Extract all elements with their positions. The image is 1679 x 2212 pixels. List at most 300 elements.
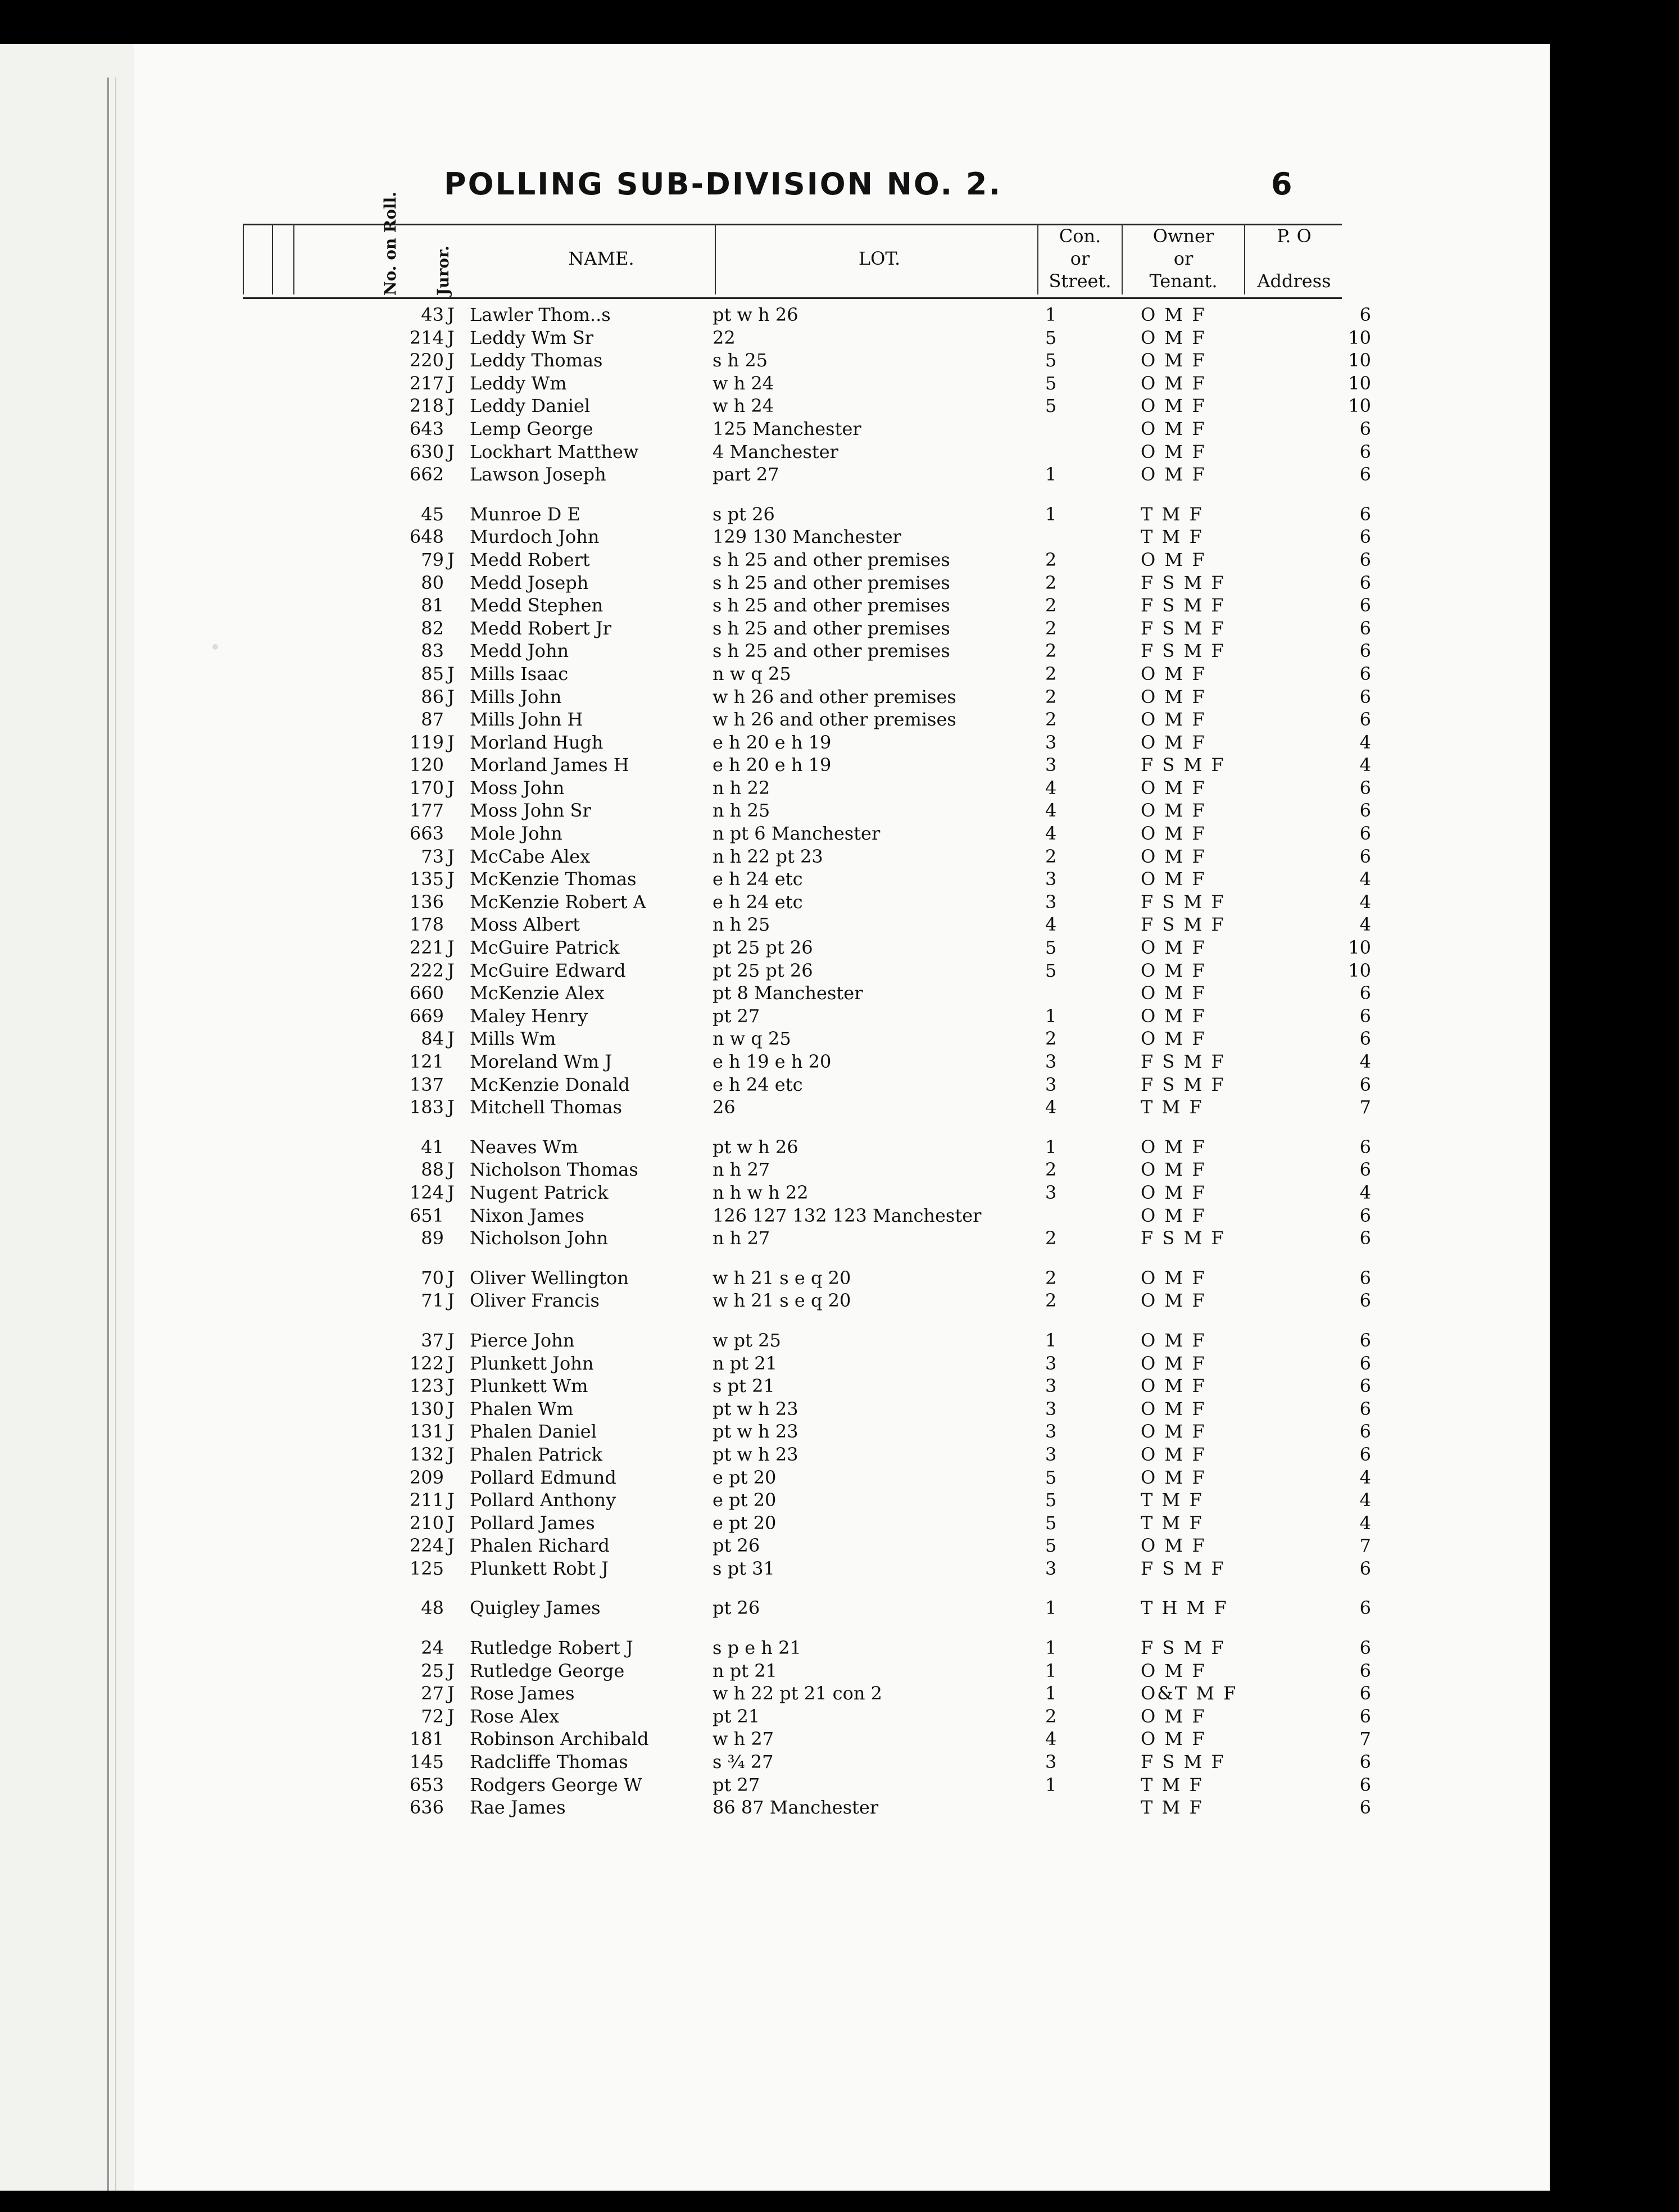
voter-name: Pollard Edmund [470, 1466, 616, 1488]
voter-name: Nugent Patrick [470, 1181, 609, 1203]
table-row [0, 418, 1679, 441]
voter-name: McKenzie Alex [470, 982, 605, 1004]
voter-name: Moss John Sr [470, 800, 591, 822]
concession: 5 [1045, 937, 1057, 959]
voter-name: Moss Albert [470, 914, 580, 936]
table-row [0, 754, 1679, 777]
header-con-1: Con. [1059, 225, 1101, 247]
concession: 2 [1045, 1267, 1057, 1289]
roll-number: 183 [409, 1096, 444, 1118]
concession: 3 [1045, 1751, 1057, 1773]
po-address: 6 [1359, 1705, 1371, 1727]
concession: 4 [1045, 1728, 1057, 1750]
concession: 1 [1045, 1597, 1057, 1619]
owner-tenant: O M F [1141, 1728, 1206, 1750]
po-address: 6 [1359, 1774, 1371, 1796]
voter-name: Medd Robert Jr [470, 617, 612, 639]
po-address: 6 [1359, 800, 1371, 822]
table-row [0, 349, 1679, 372]
roll-number: 81 [421, 595, 444, 617]
roll-number: 651 [409, 1204, 444, 1226]
roll-number: 88 [421, 1159, 444, 1181]
owner-tenant: O M F [1141, 395, 1206, 417]
roll-number: 27 [421, 1683, 444, 1705]
roll-number: 86 [421, 686, 444, 708]
concession: 2 [1045, 709, 1057, 731]
voter-name: Nicholson John [470, 1227, 609, 1249]
lot-description: 125 Manchester [713, 418, 861, 439]
voter-name: Rodgers George W [470, 1774, 642, 1796]
po-address: 6 [1359, 1398, 1371, 1420]
po-address: 6 [1359, 464, 1371, 486]
lot-description: n h 25 [713, 800, 770, 822]
voter-name: Lawson Joseph [470, 464, 606, 486]
concession: 3 [1045, 1557, 1057, 1579]
juror-mark: J [447, 868, 455, 890]
owner-tenant: O M F [1141, 959, 1206, 981]
voter-name: McGuire Patrick [470, 937, 620, 959]
voter-name: McGuire Edward [470, 959, 626, 981]
lot-description: e h 24 etc [713, 868, 803, 890]
owner-tenant: F S M F [1141, 1637, 1226, 1659]
owner-tenant: O M F [1141, 709, 1206, 731]
po-address: 6 [1359, 1159, 1371, 1181]
header-owner-1: Owner [1152, 225, 1214, 247]
voter-name: McKenzie Thomas [470, 868, 637, 890]
concession: 2 [1045, 1290, 1057, 1312]
concession: 3 [1045, 868, 1057, 890]
lot-description: s pt 31 [713, 1557, 775, 1579]
concession: 5 [1045, 350, 1057, 371]
table-row [0, 731, 1679, 754]
owner-tenant: O M F [1141, 731, 1206, 753]
roll-number: 211 [409, 1489, 444, 1511]
voter-name: Rae James [470, 1797, 566, 1819]
juror-mark: J [447, 777, 455, 799]
table-row [0, 594, 1679, 617]
po-address: 4 [1359, 1181, 1371, 1203]
roll-number: 82 [421, 617, 444, 639]
lot-description: s h 25 and other premises [713, 595, 950, 617]
po-address: 6 [1359, 686, 1371, 708]
juror-mark: J [447, 549, 455, 570]
po-address: 6 [1359, 1005, 1371, 1027]
owner-tenant: F S M F [1141, 595, 1226, 617]
owner-tenant: O M F [1141, 1181, 1206, 1203]
owner-tenant: F S M F [1141, 914, 1226, 936]
roll-number: 121 [409, 1051, 444, 1072]
concession: 2 [1045, 595, 1057, 617]
voter-name: Morland James H [470, 754, 629, 776]
roll-number: 137 [409, 1073, 444, 1095]
po-address: 6 [1359, 1352, 1371, 1374]
voter-name: Plunkett Robt J [470, 1557, 609, 1579]
lot-description: pt 25 pt 26 [713, 959, 813, 981]
concession: 2 [1045, 663, 1057, 685]
column-divider [272, 224, 273, 294]
voter-name: Leddy Wm [470, 372, 567, 394]
table-row [0, 441, 1679, 464]
column-divider [1037, 224, 1038, 294]
po-address: 6 [1359, 1557, 1371, 1579]
owner-tenant: F S M F [1141, 640, 1226, 662]
table-row [0, 868, 1679, 891]
juror-mark: J [447, 1267, 455, 1289]
po-address: 4 [1359, 868, 1371, 890]
lot-description: e h 24 etc [713, 891, 803, 913]
po-address: 6 [1359, 1375, 1371, 1397]
lot-description: n w q 25 [713, 663, 791, 685]
juror-mark: J [447, 304, 455, 325]
header-juror: Juror. [434, 246, 452, 296]
concession: 5 [1045, 1535, 1057, 1557]
juror-mark: J [447, 441, 455, 463]
voter-name: Mills Wm [470, 1028, 556, 1050]
concession: 4 [1045, 823, 1057, 845]
table-row [0, 1289, 1679, 1312]
lot-description: n h 22 pt 23 [713, 845, 823, 867]
roll-number: 25 [421, 1660, 444, 1681]
concession: 5 [1045, 1512, 1057, 1534]
table-row [0, 463, 1679, 486]
owner-tenant: O M F [1141, 937, 1206, 959]
po-address: 6 [1359, 1637, 1371, 1659]
juror-mark: J [447, 1159, 455, 1181]
voter-name: Leddy Daniel [470, 395, 591, 417]
voter-name: Pollard James [470, 1512, 595, 1534]
table-row [0, 1398, 1679, 1421]
roll-number: 178 [409, 914, 444, 936]
column-divider [243, 224, 244, 294]
concession: 2 [1045, 640, 1057, 662]
po-address: 6 [1359, 982, 1371, 1004]
owner-tenant: T M F [1141, 1489, 1204, 1511]
table-row [0, 1204, 1679, 1227]
table-row [0, 708, 1679, 731]
lot-description: w h 26 and other premises [713, 709, 956, 731]
juror-mark: J [447, 959, 455, 981]
lot-description: 22 [713, 327, 736, 348]
concession: 5 [1045, 395, 1057, 417]
roll-number: 41 [421, 1136, 444, 1158]
po-address: 6 [1359, 617, 1371, 639]
voter-name: Maley Henry [470, 1005, 588, 1027]
juror-mark: J [447, 1489, 455, 1511]
roll-number: 181 [409, 1728, 444, 1750]
lot-description: w h 26 and other premises [713, 686, 956, 708]
concession: 3 [1045, 1352, 1057, 1374]
lot-description: s p e h 21 [713, 1637, 801, 1659]
column-divider [715, 224, 716, 294]
po-address: 7 [1359, 1728, 1371, 1750]
voter-name: Leddy Wm Sr [470, 327, 594, 348]
roll-number: 130 [409, 1398, 444, 1420]
po-address: 4 [1359, 891, 1371, 913]
lot-description: e h 20 e h 19 [713, 731, 832, 753]
voter-name: Oliver Francis [470, 1290, 600, 1312]
juror-mark: J [447, 663, 455, 685]
lot-description: e pt 20 [713, 1512, 777, 1534]
voter-name: Nicholson Thomas [470, 1159, 638, 1181]
juror-mark: J [447, 1352, 455, 1374]
table-row [0, 845, 1679, 868]
lot-description: pt w h 23 [713, 1421, 798, 1443]
voter-name: Phalen Richard [470, 1535, 610, 1557]
roll-number: 119 [409, 731, 444, 753]
lot-description: 4 Manchester [713, 441, 838, 463]
owner-tenant: O M F [1141, 1535, 1206, 1557]
po-address: 6 [1359, 304, 1371, 325]
po-address: 7 [1359, 1096, 1371, 1118]
voter-name: McKenzie Robert A [470, 891, 646, 913]
roll-number: 85 [421, 663, 444, 685]
voter-name: Plunkett Wm [470, 1375, 588, 1397]
table-row [0, 395, 1679, 418]
owner-tenant: O M F [1141, 372, 1206, 394]
roll-number: 217 [409, 372, 444, 394]
table-row [0, 1158, 1679, 1181]
owner-tenant: O M F [1141, 1705, 1206, 1727]
owner-tenant: O M F [1141, 800, 1206, 822]
table-row [0, 1329, 1679, 1352]
lot-description: w pt 25 [713, 1329, 781, 1351]
po-address: 4 [1359, 1051, 1371, 1072]
speck [212, 644, 218, 650]
owner-tenant: O M F [1141, 1375, 1206, 1397]
owner-tenant: F S M F [1141, 754, 1226, 776]
column-divider [1244, 224, 1245, 294]
page-number: 6 [1271, 166, 1292, 202]
lot-description: pt 26 [713, 1597, 760, 1619]
lot-description: w h 22 pt 21 con 2 [713, 1683, 882, 1705]
po-address: 10 [1348, 959, 1371, 981]
lot-description: pt w h 26 [713, 304, 798, 325]
table-row [0, 1751, 1679, 1774]
roll-number: 24 [421, 1637, 444, 1659]
lot-description: pt w h 23 [713, 1398, 798, 1420]
concession: 4 [1045, 914, 1057, 936]
lot-description: s ¾ 27 [713, 1751, 774, 1773]
owner-tenant: O M F [1141, 350, 1206, 371]
po-address: 6 [1359, 709, 1371, 731]
header-po-2: Address [1257, 270, 1331, 292]
concession: 2 [1045, 1705, 1057, 1727]
juror-mark: J [447, 372, 455, 394]
voter-name: Rose James [470, 1683, 575, 1705]
po-address: 10 [1348, 937, 1371, 959]
po-address: 4 [1359, 754, 1371, 776]
lot-description: n h 25 [713, 914, 770, 936]
lot-description: pt w h 23 [713, 1443, 798, 1465]
concession: 2 [1045, 1028, 1057, 1050]
table-row [0, 372, 1679, 395]
header-lot: LOT. [858, 248, 901, 269]
voter-name: Moss John [470, 777, 565, 799]
juror-mark: J [447, 1290, 455, 1312]
table-row [0, 1512, 1679, 1535]
owner-tenant: T M F [1141, 1512, 1204, 1534]
owner-tenant: O M F [1141, 1028, 1206, 1050]
roll-number: 663 [409, 823, 444, 845]
table-row [0, 640, 1679, 663]
table-row [0, 936, 1679, 959]
voter-name: Robinson Archibald [470, 1728, 649, 1750]
po-address: 6 [1359, 1290, 1371, 1312]
table-row [0, 503, 1679, 526]
voter-name: Nixon James [470, 1204, 584, 1226]
lot-description: n pt 6 Manchester [713, 823, 881, 845]
juror-mark: J [447, 1375, 455, 1397]
header-name: NAME. [568, 248, 634, 269]
po-address: 6 [1359, 1073, 1371, 1095]
concession: 3 [1045, 1443, 1057, 1465]
voter-name: Pollard Anthony [470, 1489, 616, 1511]
table-row [0, 1227, 1679, 1250]
po-address: 6 [1359, 1683, 1371, 1705]
roll-number: 131 [409, 1421, 444, 1443]
voter-name: Phalen Patrick [470, 1443, 603, 1465]
juror-mark: J [447, 1512, 455, 1534]
po-address: 6 [1359, 418, 1371, 439]
po-address: 6 [1359, 1329, 1371, 1351]
table-row [0, 327, 1679, 350]
table-row [0, 549, 1679, 572]
owner-tenant: F S M F [1141, 1557, 1226, 1579]
juror-mark: J [447, 1329, 455, 1351]
voter-name: Leddy Thomas [470, 350, 603, 371]
po-address: 6 [1359, 640, 1371, 662]
table-row [0, 1682, 1679, 1705]
po-address: 6 [1359, 1597, 1371, 1619]
po-address: 6 [1359, 1751, 1371, 1773]
roll-number: 48 [421, 1597, 444, 1619]
juror-mark: J [447, 1421, 455, 1443]
table-row [0, 1267, 1679, 1290]
table-row [0, 822, 1679, 845]
owner-tenant: O M F [1141, 982, 1206, 1004]
concession: 5 [1045, 327, 1057, 348]
voter-name: Murdoch John [470, 526, 600, 548]
lot-description: s h 25 and other premises [713, 617, 950, 639]
lot-description: pt 27 [713, 1005, 760, 1027]
lot-description: e h 24 etc [713, 1073, 803, 1095]
voter-name: Oliver Wellington [470, 1267, 629, 1289]
voter-name: Mills John [470, 686, 562, 708]
roll-number: 209 [409, 1466, 444, 1488]
juror-mark: J [447, 395, 455, 417]
concession: 3 [1045, 1181, 1057, 1203]
header-no-on-roll: No. on Roll. [381, 191, 400, 296]
owner-tenant: O M F [1141, 1398, 1206, 1420]
concession: 1 [1045, 1774, 1057, 1796]
concession: 3 [1045, 1375, 1057, 1397]
concession: 1 [1045, 464, 1057, 486]
owner-tenant: F S M F [1141, 1227, 1226, 1249]
lot-description: pt 27 [713, 1774, 760, 1796]
po-address: 7 [1359, 1535, 1371, 1557]
owner-tenant: O M F [1141, 464, 1206, 486]
lot-description: w h 24 [713, 372, 774, 394]
lot-description: 26 [713, 1096, 736, 1118]
juror-mark: J [447, 1535, 455, 1557]
roll-number: 132 [409, 1443, 444, 1465]
owner-tenant: T H M F [1141, 1597, 1228, 1619]
lot-description: part 27 [713, 464, 779, 486]
table-row [0, 1073, 1679, 1096]
lot-description: 129 130 Manchester [713, 526, 901, 548]
concession: 2 [1045, 845, 1057, 867]
lot-description: pt 21 [713, 1705, 760, 1727]
lot-description: w h 21 s e q 20 [713, 1267, 851, 1289]
roll-number: 80 [421, 572, 444, 593]
lot-description: e pt 20 [713, 1489, 777, 1511]
table-row [0, 663, 1679, 686]
owner-tenant: O M F [1141, 1005, 1206, 1027]
table-row [0, 1136, 1679, 1159]
lot-description: s pt 21 [713, 1375, 775, 1397]
juror-mark: J [447, 1683, 455, 1705]
roll-number: 45 [421, 503, 444, 525]
po-address: 10 [1348, 395, 1371, 417]
juror-mark: J [447, 350, 455, 371]
concession: 5 [1045, 1466, 1057, 1488]
roll-number: 71 [421, 1290, 444, 1312]
juror-mark: J [447, 1181, 455, 1203]
roll-number: 214 [409, 327, 444, 348]
header-owner-2: or [1173, 248, 1194, 269]
voter-name: Pierce John [470, 1329, 575, 1351]
table-row [0, 1027, 1679, 1050]
roll-number: 170 [409, 777, 444, 799]
lot-description: n h 27 [713, 1227, 770, 1249]
voter-name: Morland Hugh [470, 731, 603, 753]
po-address: 6 [1359, 572, 1371, 593]
table-row [0, 777, 1679, 800]
header-owner-3: Tenant. [1149, 270, 1218, 292]
owner-tenant: F S M F [1141, 617, 1226, 639]
table-row [0, 1466, 1679, 1489]
voter-name: Mitchell Thomas [470, 1096, 623, 1118]
po-address: 6 [1359, 845, 1371, 867]
owner-tenant: O M F [1141, 441, 1206, 463]
roll-number: 125 [409, 1557, 444, 1579]
po-address: 6 [1359, 549, 1371, 570]
voter-name: Medd John [470, 640, 569, 662]
lot-description: e pt 20 [713, 1466, 777, 1488]
po-address: 6 [1359, 1797, 1371, 1819]
voter-name: Rose Alex [470, 1705, 560, 1727]
voter-list [0, 303, 1679, 1819]
table-row [0, 1774, 1679, 1797]
voter-name: Neaves Wm [470, 1136, 578, 1158]
roll-number: 653 [409, 1774, 444, 1796]
roll-number: 648 [409, 526, 444, 548]
table-row [0, 1660, 1679, 1683]
voter-name: Phalen Wm [470, 1398, 574, 1420]
juror-mark: J [447, 1096, 455, 1118]
concession: 2 [1045, 1159, 1057, 1181]
owner-tenant: O M F [1141, 327, 1206, 348]
owner-tenant: T M F [1141, 1096, 1204, 1118]
juror-mark: J [447, 1705, 455, 1727]
column-divider [1122, 224, 1123, 294]
table-row [0, 799, 1679, 822]
concession: 5 [1045, 959, 1057, 981]
owner-tenant: O M F [1141, 823, 1206, 845]
juror-mark: J [447, 845, 455, 867]
header-con-3: Street. [1049, 270, 1111, 292]
table-row [0, 1096, 1679, 1119]
